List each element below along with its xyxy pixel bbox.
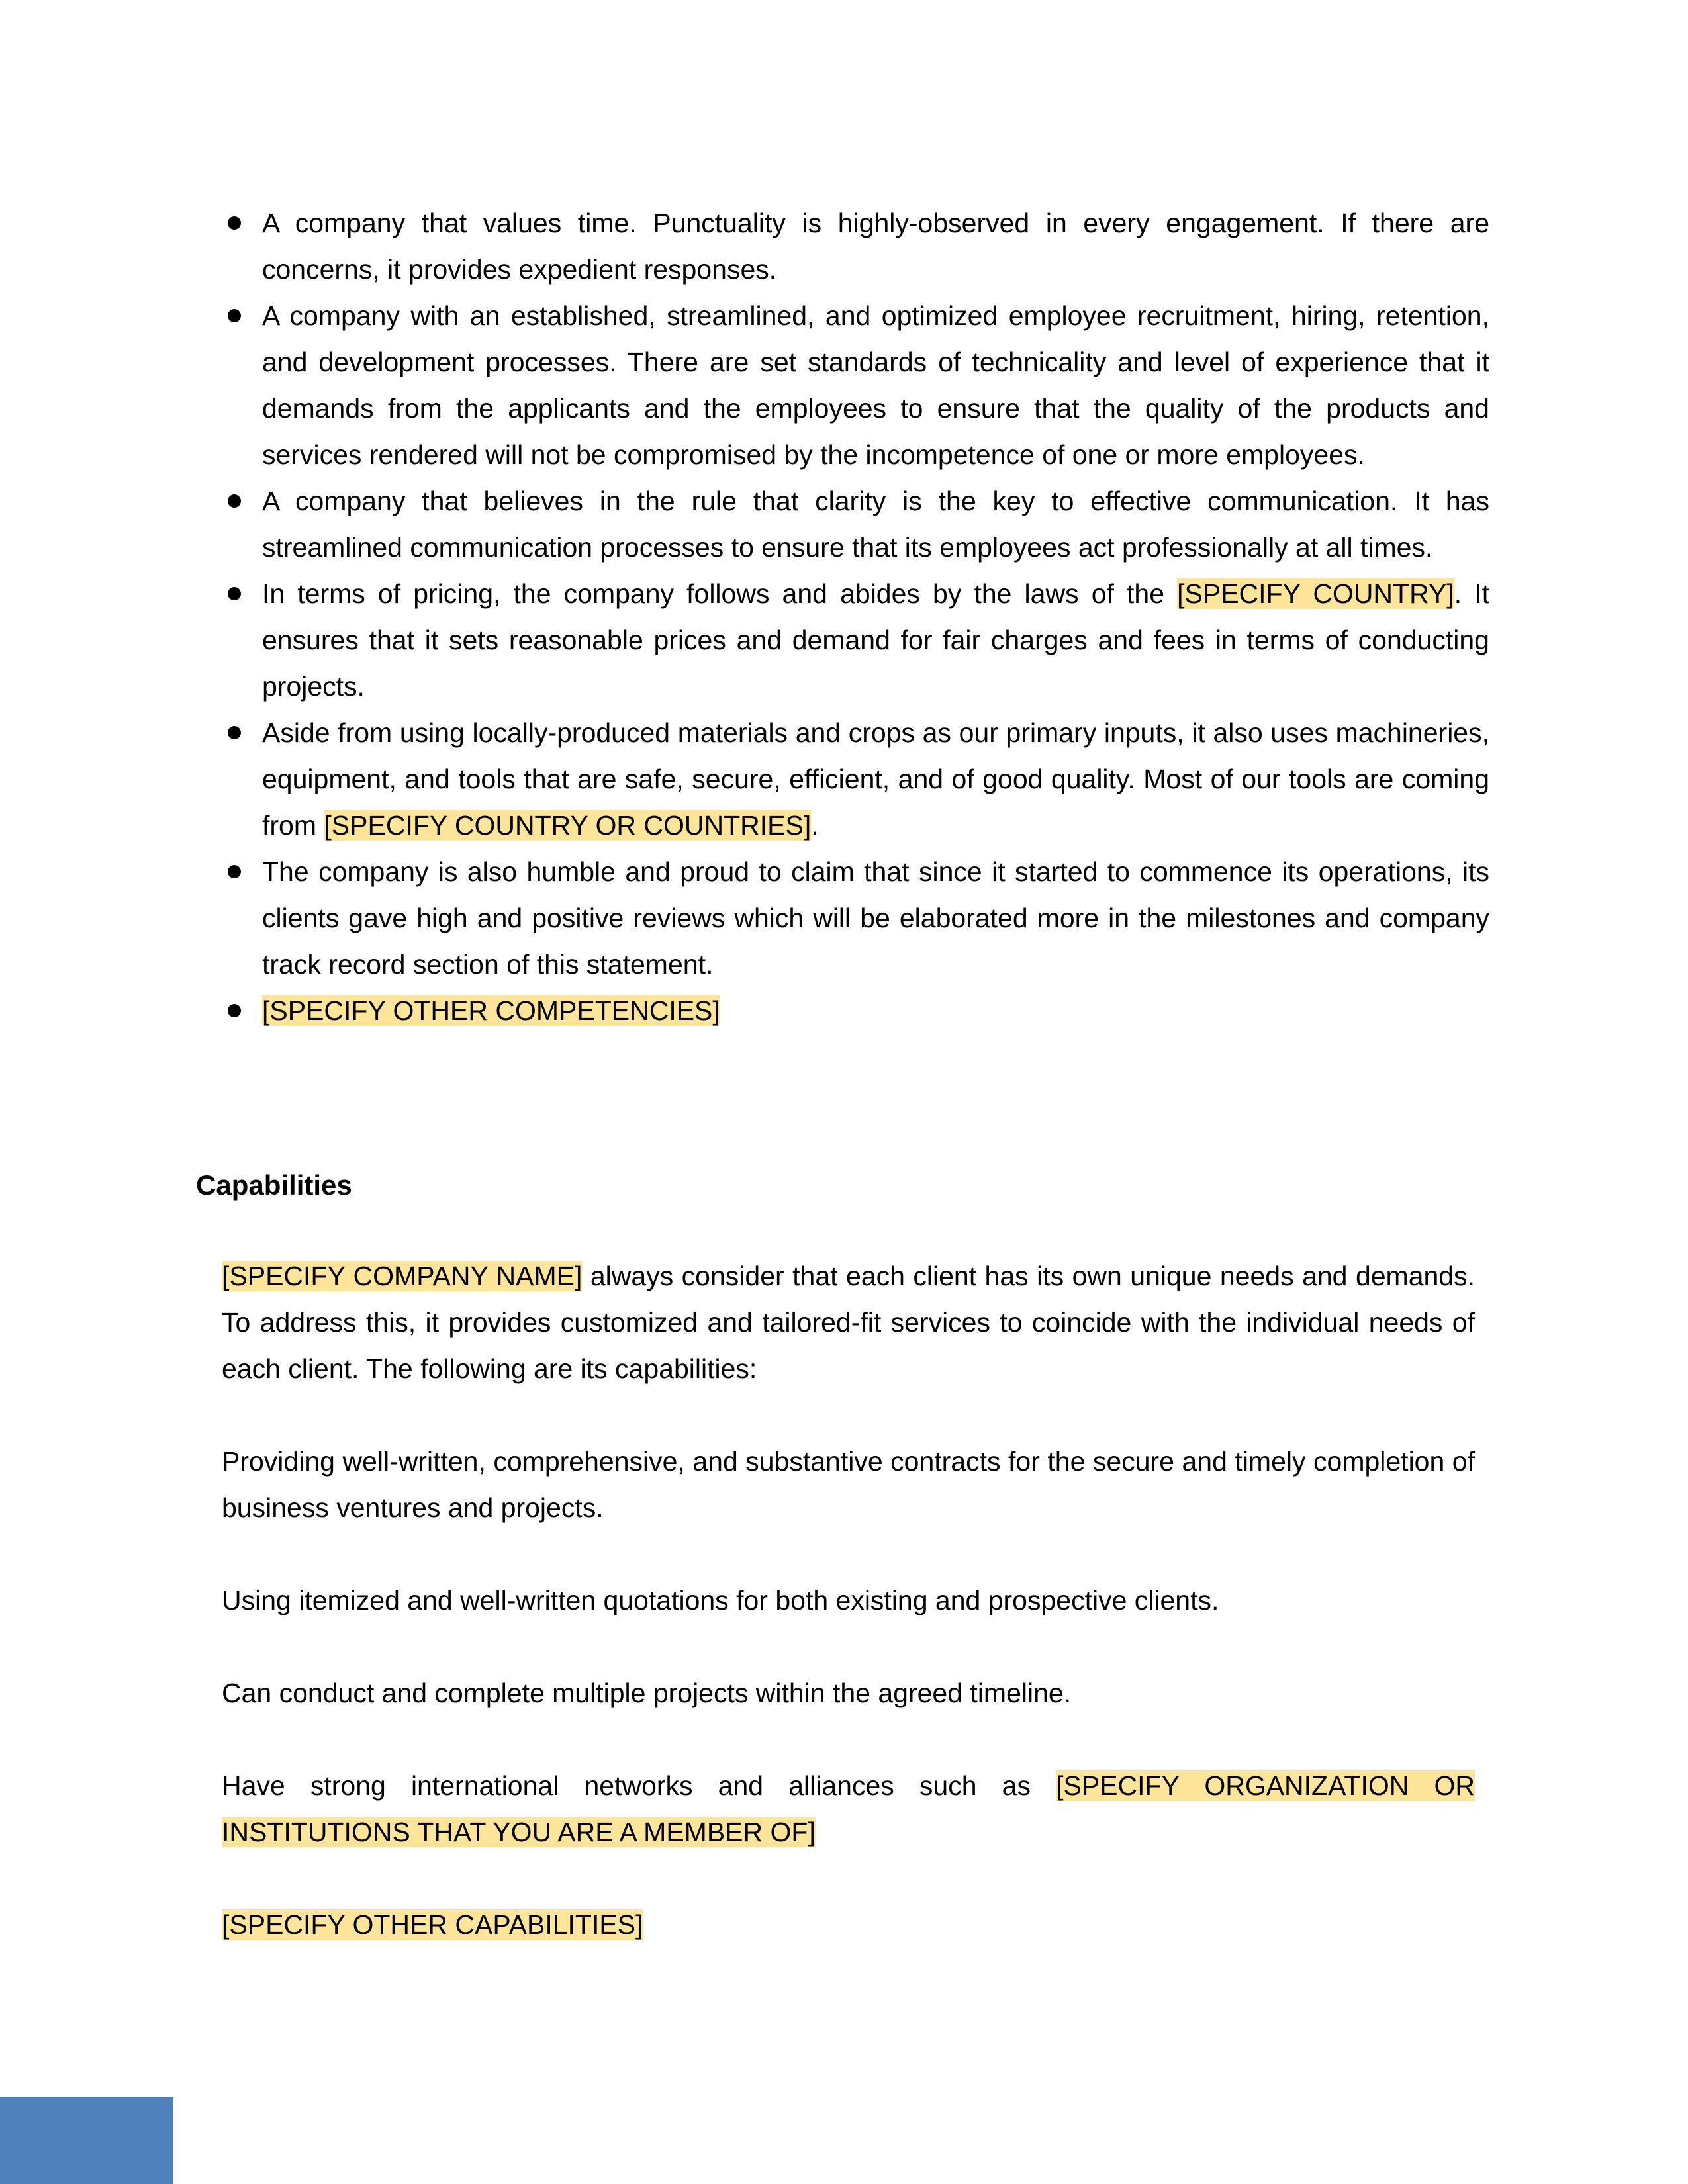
list-item — [225, 478, 1489, 570]
list-item-text: Aside from using locally-produced materials and crops as our primary inputs, it also uses machineries, equipment, and tools that are safe, secure, efficient, and of good quality. Most of our tools are coming from — [262, 717, 1489, 841]
bullet-icon — [228, 494, 241, 508]
placeholder-company-name[interactable]: [SPECIFY COMPANY NAME] — [222, 1261, 583, 1291]
bullet-icon — [228, 587, 241, 600]
list-item-text: In terms of pricing, the company follows and abides by the laws of the — [262, 578, 1178, 609]
competencies-list — [225, 200, 1489, 1034]
intro-text: always consider that each client has its own unique needs and demands. To address this, it provides customized and tailored-fit services to coincide with the individual needs of each client. The following are its capabilities: — [222, 1261, 1476, 1384]
placeholder-other-competencies[interactable]: [SPECIFY OTHER COMPETENCIES] — [262, 995, 720, 1026]
capabilities-body — [222, 1253, 1475, 1948]
bullet-icon — [228, 309, 241, 322]
placeholder-organization[interactable]: [SPECIFY ORGANIZATION OR INSTITUTIONS THAT YOU ARE A MEMBER OF] — [222, 1770, 1475, 1847]
section-heading-capabilities: Capabilities — [196, 1169, 352, 1201]
list-item-text: The company is also humble and proud to claim that since it started to commence its operations, its clients gave high and positive reviews which will be elaborated more in the milestones and company track record section of this statement. — [262, 856, 1489, 979]
list-item — [225, 200, 1489, 293]
networks-text: Have strong international networks and alliances such as — [222, 1770, 1056, 1801]
capability-item: Can conduct and complete multiple projects within the agreed timeline. — [222, 1678, 1072, 1708]
list-item — [225, 570, 1489, 709]
list-item-text: A company that values time. Punctuality is highly-observed in every engagement. If there are concerns, it provides expedient responses. — [262, 208, 1489, 285]
placeholder-other-capabilities[interactable]: [SPECIFY OTHER CAPABILITIES] — [222, 1909, 643, 1940]
placeholder-country-or-countries[interactable]: [SPECIFY COUNTRY OR COUNTRIES] — [324, 810, 812, 841]
bullet-icon — [228, 216, 241, 230]
footer-accent-block — [0, 2097, 173, 2184]
capability-item: Providing well-written, comprehensive, and substantive contracts for the secure and timely completion of business ventures and projects. — [222, 1446, 1475, 1523]
list-item — [225, 709, 1489, 848]
capability-item: Using itemized and well-written quotations for both existing and prospective clients. — [222, 1585, 1219, 1615]
list-item — [225, 987, 1489, 1034]
list-item — [225, 293, 1489, 478]
bullet-icon — [228, 865, 241, 878]
list-item-text: . It ensures that it sets reasonable prices and demand for fair charges and fees in terms of conducting projects. — [262, 578, 1489, 702]
list-item-text: . — [811, 810, 819, 841]
bullet-icon — [228, 1004, 241, 1017]
bullet-icon — [228, 726, 241, 739]
capability-other — [222, 1901, 1475, 1948]
placeholder-country[interactable]: [SPECIFY COUNTRY] — [1177, 578, 1454, 609]
list-item-text: A company that believes in the rule that clarity is the key to effective communication. It has streamlined communication processes to ensure that its employees act professionally at all times. — [262, 486, 1489, 563]
capabilities-intro — [222, 1253, 1475, 1392]
list-item — [225, 848, 1489, 987]
capability-networks — [222, 1762, 1475, 1855]
list-item-text: A company with an established, streamlined, and optimized employee recruitment, hiring, retention, and development processes. There are set standards of technicality and level of experience that it demands from the applicants and the employees to ensure that the quality of the products and services rendered will not be compromised by the incompetence of one or more employees. — [262, 300, 1489, 470]
